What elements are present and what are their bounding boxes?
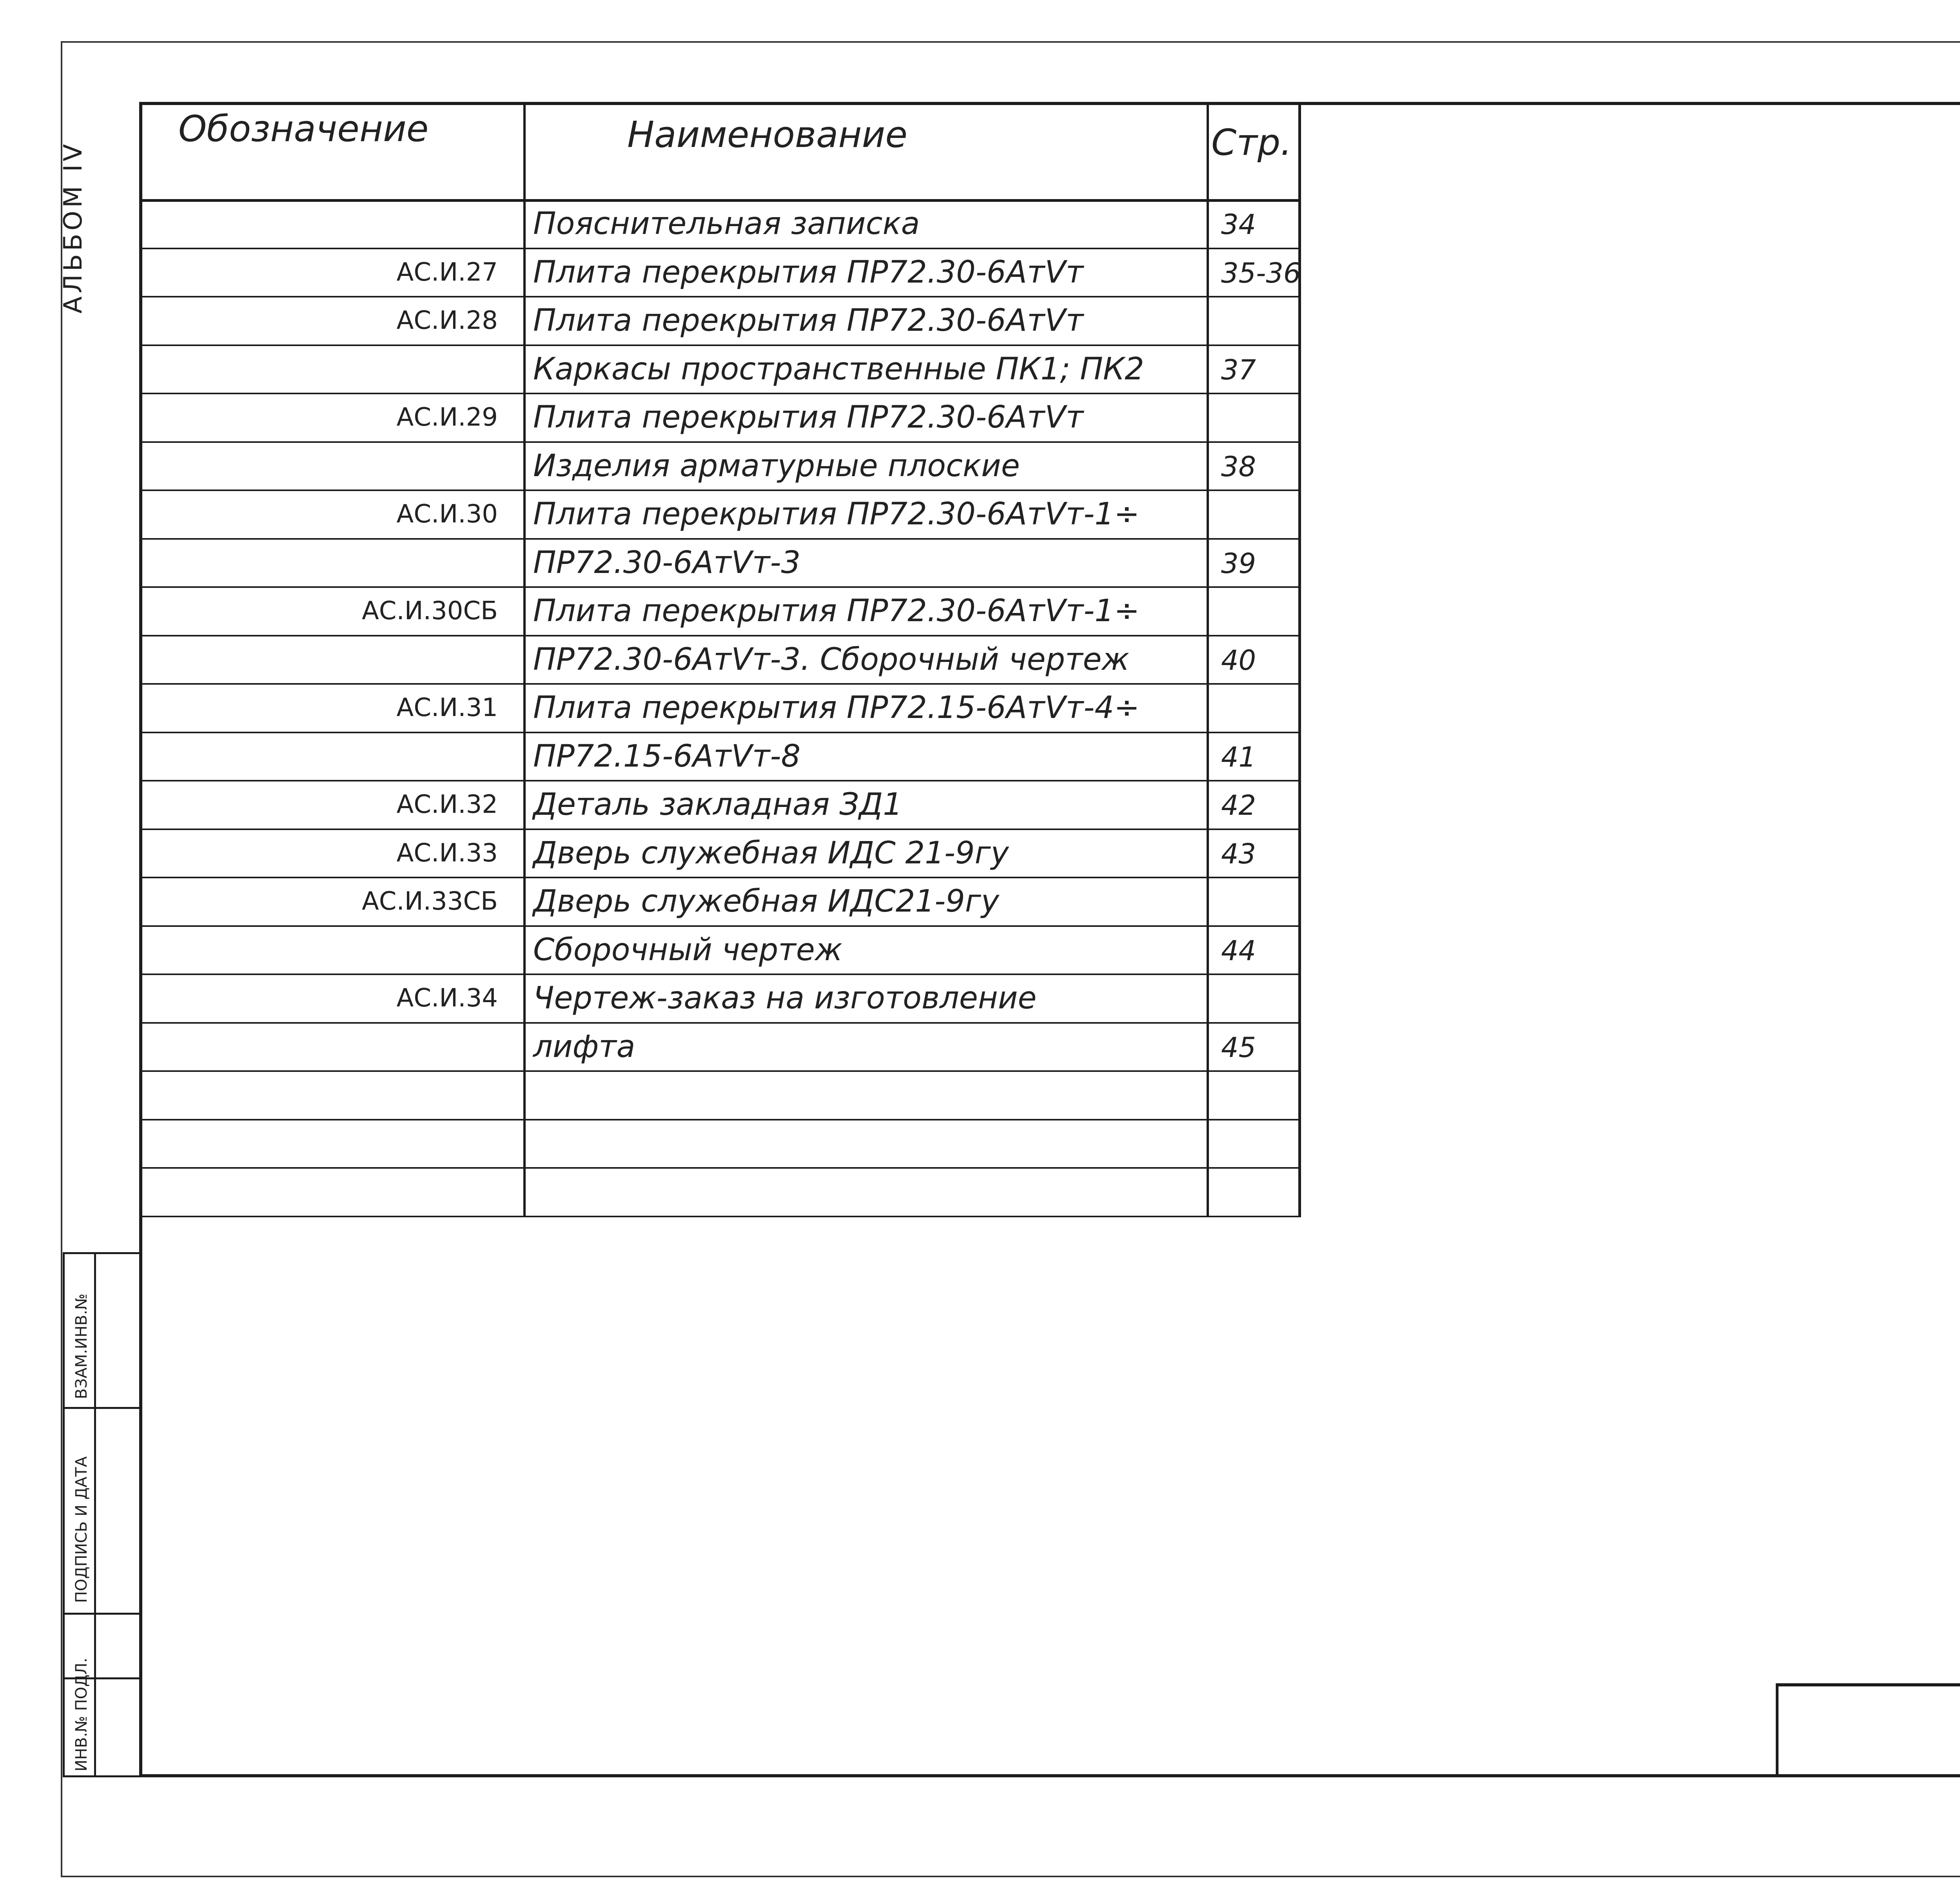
header-name: Наименование (627, 114, 907, 156)
table-row-rule (141, 248, 1301, 249)
tb-line (1776, 1683, 1960, 1686)
row-name: Каркасы пространственные ПК1; ПК2 (533, 352, 1144, 387)
table-row-rule (141, 877, 1301, 878)
row-name: Пояснительная записка (533, 206, 920, 241)
row-page: 37 (1221, 354, 1256, 386)
table-row-rule (141, 974, 1301, 975)
table-row-rule (141, 829, 1301, 830)
table-row-rule (141, 732, 1301, 733)
table-row-rule (141, 586, 1301, 588)
row-name: Дверь служебная ИДС21-9гу (533, 884, 999, 919)
table-row-rule (141, 489, 1301, 491)
table-row-rule (141, 683, 1301, 685)
table-row-rule (141, 1070, 1301, 1072)
header-page: Стр. (1211, 121, 1292, 163)
table-row-rule (141, 1022, 1301, 1024)
table-column-rule (523, 102, 526, 1216)
stamp-signature-date: ПОДПИСЬ И ДАТА (73, 1456, 91, 1603)
album-label: АЛЬБОМ IV (59, 141, 88, 314)
row-page: 40 (1221, 644, 1256, 676)
row-name: Плита перекрытия ПР72.30-6АтVт (533, 303, 1084, 338)
row-code: АС.И.32 (396, 790, 498, 819)
row-code: АС.И.30 (396, 500, 498, 529)
row-code: АС.И.33 (396, 839, 498, 868)
row-page: 45 (1221, 1032, 1256, 1064)
row-code: АС.И.34 (396, 984, 498, 1013)
table-row-rule (141, 1216, 1301, 1217)
row-code: АС.И.30СБ (361, 596, 498, 625)
row-name: Плита перекрытия ПР72.15-6АтVт-4÷ (533, 690, 1140, 725)
stamp-inv-podl: ИНВ.№ ПОДЛ. (73, 1657, 91, 1771)
table-row-rule (141, 635, 1301, 636)
table-row-rule (141, 1119, 1301, 1120)
stamp-divider (65, 1407, 139, 1409)
table-row-rule (141, 780, 1301, 781)
row-code: АС.И.28 (396, 306, 498, 335)
row-name: Плита перекрытия ПР72.30-6АтVт (533, 400, 1084, 435)
table-row-rule (141, 925, 1301, 927)
table-row-rule (141, 1167, 1301, 1169)
table-header-rule (141, 199, 1301, 202)
row-name: Деталь закладная ЗД1 (533, 787, 902, 822)
header-designation: Обозначение (178, 108, 429, 150)
row-page: 39 (1221, 548, 1256, 580)
row-name: Дверь служебная ИДС 21-9гу (533, 836, 1009, 871)
row-name: Чертеж-заказ на изготовление (533, 981, 1037, 1016)
row-name: Плита перекрытия ПР72.30-6АтVт-1÷ (533, 593, 1140, 629)
row-name: лифта (533, 1029, 635, 1064)
row-page: 38 (1221, 451, 1256, 483)
stamp-divider (65, 1613, 139, 1615)
row-name: ПР72.30-6АтVт-3. Сборочный чертеж (533, 642, 1129, 677)
row-code: АС.И.27 (396, 258, 498, 287)
stamp-vzam-inv: ВЗАМ.ИНВ.№ (73, 1293, 91, 1399)
table-row-rule (141, 393, 1301, 394)
row-name: Изделия арматурные плоские (533, 448, 1020, 484)
stamp-vertical-divider (94, 1254, 96, 1775)
row-page: 44 (1221, 935, 1256, 967)
table-row-rule (141, 296, 1301, 297)
row-page: 34 (1221, 208, 1256, 241)
row-code: АС.И.29 (396, 403, 498, 432)
row-code: АС.И.31 (396, 693, 498, 722)
row-name: Плита перекрытия ПР72.30-6АтVт-1÷ (533, 497, 1140, 532)
row-code: АС.И.33СБ (361, 887, 498, 916)
row-page: 35-36 (1221, 257, 1301, 289)
row-page: 42 (1221, 789, 1256, 821)
table-column-rule (1207, 102, 1209, 1216)
table-row-rule (141, 538, 1301, 540)
side-stamp (63, 1252, 141, 1777)
row-name: Плита перекрытия ПР72.30-6АтVт (533, 255, 1084, 290)
row-page: 43 (1221, 838, 1256, 870)
table-row-rule (141, 344, 1301, 346)
table-row-rule (141, 441, 1301, 443)
row-name: Сборочный чертеж (533, 932, 842, 968)
row-name: ПР72.15-6АтVт-8 (533, 739, 801, 774)
row-page: 41 (1221, 741, 1256, 773)
tb-line (1776, 1683, 1779, 1777)
row-name: ПР72.30-6АтVт-3 (533, 545, 801, 580)
